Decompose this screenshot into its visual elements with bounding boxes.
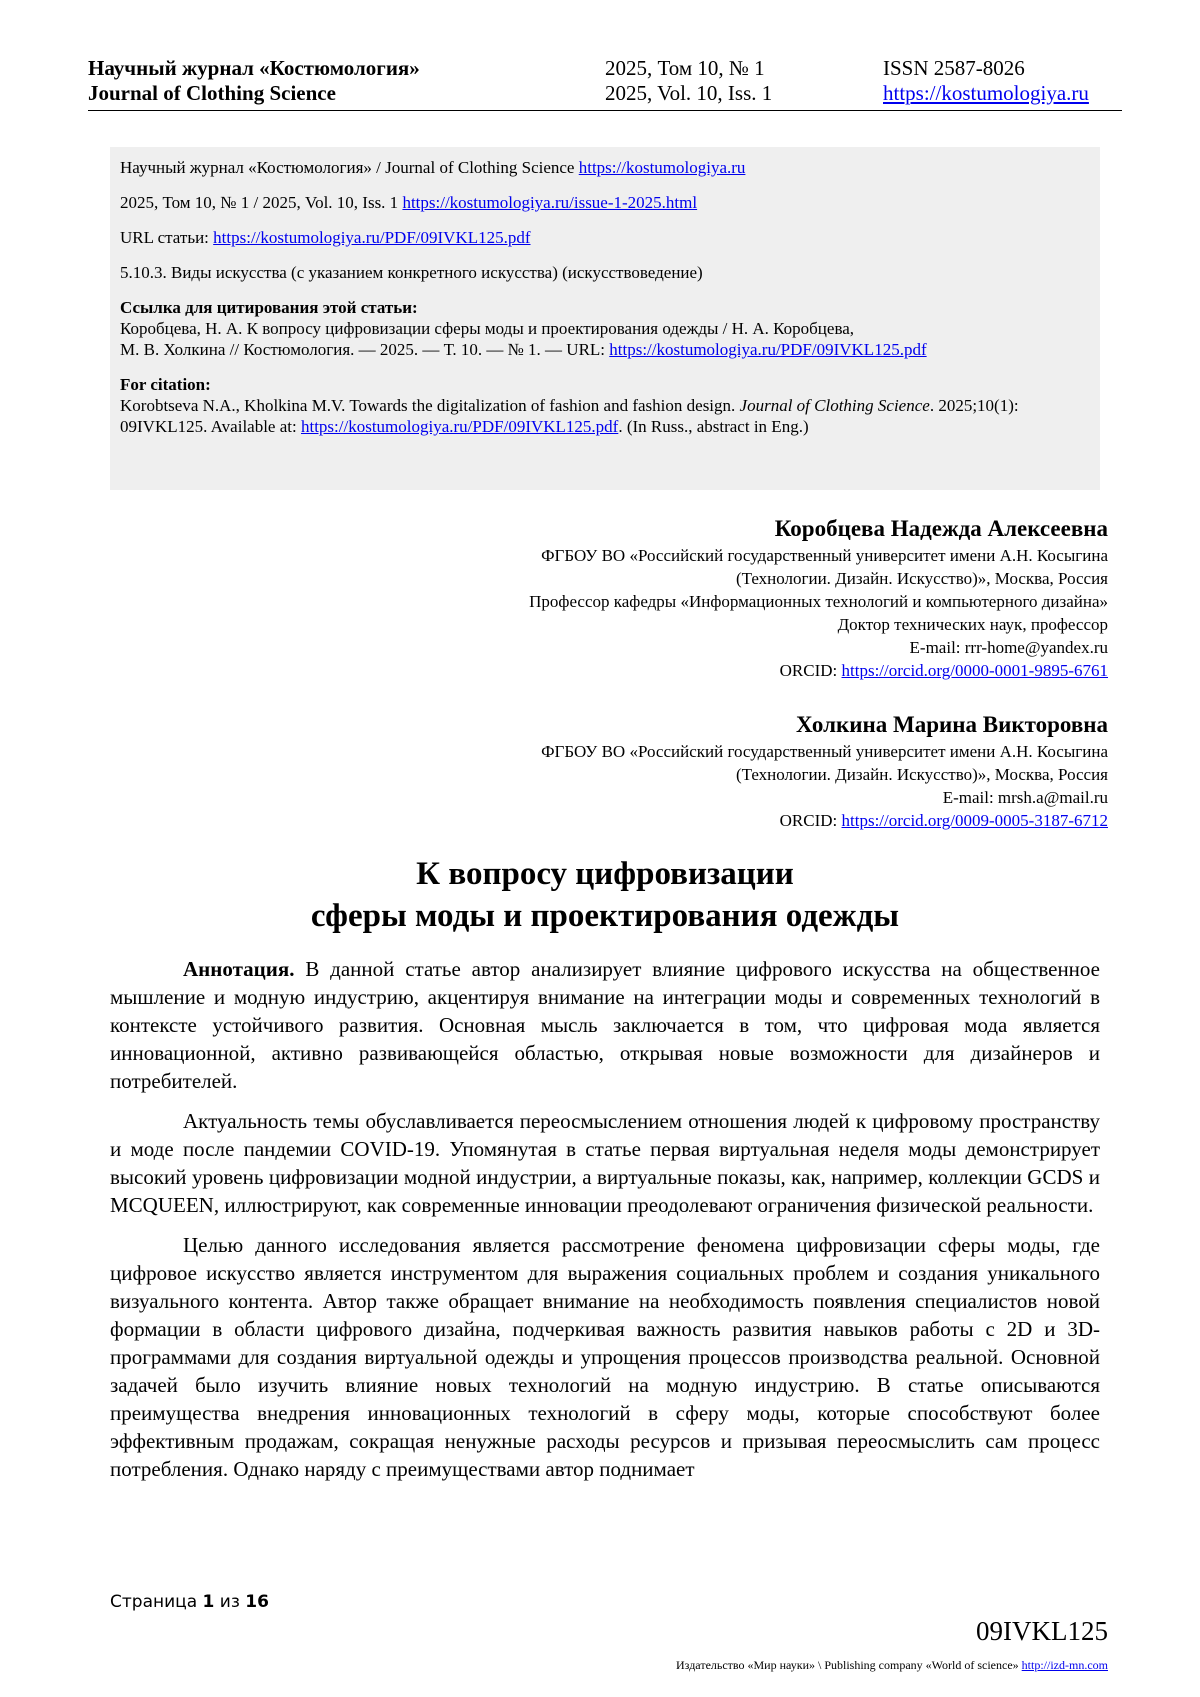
abstract-label: Аннотация. [183,957,295,981]
body-paragraph-3: Целью данного исследования является рассмотрение феномена цифровизации сферы моды, где цифровое искусство является инструментом для выражения социальных проблем и создания уникального визуального контента. Автор также обращает внимание на необходимость появления специалистов новой формации в области цифрового дизайна, подчеркивая важность развития навыков работы с 2D и 3D-программами для создания виртуальной одежды и упрощения процессов производства реальной. Основной задачей было изучить влияние новых технологий на модную индустрию. В статье описываются преимущества внедрения инновационных технологий в сферу моды, которые способствуют более эффективным продажам, сокращая ненужные расходы ресурсов и призывая переосмыслить сам процесс потребления. Однако наряду с преимуществами автор поднимает [110,1233,1100,1481]
citation-ru: Ссылка для цитирования этой статьи: Коробцева, Н. А. К вопросу цифровизации сферы моды и проектирования одежды / Н. А. Коробцева, М. В. Холкина // Костюмология. — 2025. — Т. 10. — № 1. — URL: https://kostumologiya.ru/PDF/09IVKL125.pdf [120,298,927,359]
issn: ISSN 2587-8026 [883,56,1025,80]
orcid-link[interactable]: https://orcid.org/0009-0005-3187-6712 [841,811,1108,830]
author-block-2 [541,710,1108,832]
author-affiliation-2: (Технологии. Дизайн. Искусство)», Москва, Россия [735,569,1108,588]
issue-ru: 2025, Том 10, № 1 [605,56,765,80]
author-block-1 [529,514,1108,682]
header-issue [605,56,772,106]
info-journal-link[interactable]: https://kostumologiya.ru [578,158,746,177]
info-speciality-line: 5.10.3. Виды искусства (с указанием конкретного искусства) (искусствоведение) [120,263,703,282]
citation-ru-heading: Ссылка для цитирования этой статьи: [120,298,418,317]
info-journal-line: Научный журнал «Костюмология» / Journal of Clothing Science https://kostumologiya.ru [120,158,746,177]
page-counter: Страница 1 из 16 [110,1592,269,1612]
abstract-paragraph: Аннотация. В данной статье автор анализирует влияние цифрового искусства на общественное мышление и модную индустрию, акцентируя внимание на интеграции моды и современных технологий в контексте устойчивого развития. Основная мысль заключается в том, что цифровая мода является инновационной, активно развивающейся областью, открывая новые возможности для дизайнеров и потребителей. [110,957,1100,1093]
body-paragraph-2: Актуальность темы обуславливается переосмыслением отношения людей к цифровому пространству и моде после пандемии COVID-19. Упомянутая в статье первая виртуальная неделя моды демонстрирует высокий уровень цифровизации модной индустрии, а виртуальные показы, как, например, коллекции GCDS и MCQUEEN, иллюстрируют, как современные инновации преодолевают ограничения физической реальности. [110,1109,1100,1217]
citation-en-link[interactable]: https://kostumologiya.ru/PDF/09IVKL125.pdf [300,417,619,436]
info-issue-link[interactable]: https://kostumologiya.ru/issue-1-2025.html [402,193,698,212]
citation-info-box [110,147,1100,490]
citation-en-heading: For citation: [120,375,211,394]
publisher-line: Издательство «Мир науки» \ Publishing company «World of science» http://izd-mn.com [676,1658,1108,1672]
author-orcid: ORCID: https://orcid.org/0000-0001-9895-6761 [779,661,1108,680]
author-name: Холкина Марина Викторовна [796,712,1108,737]
orcid-link[interactable]: https://orcid.org/0000-0001-9895-6761 [841,661,1108,680]
running-header [88,56,1122,111]
author-degree: Доктор технических наук, профессор [837,615,1108,634]
header-issn [883,56,1089,106]
journal-name-en: Journal of Clothing Science [88,81,336,105]
citation-ru-link[interactable]: https://kostumologiya.ru/PDF/09IVKL125.pdf [609,340,927,359]
article-title: К вопросу цифровизации сферы моды и проектирования одежды [310,856,900,934]
author-orcid: ORCID: https://orcid.org/0009-0005-3187-6712 [779,811,1108,830]
info-issue-line: 2025, Том 10, № 1 / 2025, Vol. 10, Iss. 1 https://kostumologiya.ru/issue-1-2025.html [120,193,698,212]
info-article-link[interactable]: https://kostumologiya.ru/PDF/09IVKL125.pdf [213,228,531,247]
author-affiliation: ФГБОУ ВО «Российский государственный университет имени А.Н. Косыгина [541,742,1108,761]
journal-name-ru: Научный журнал «Костюмология» [88,56,420,80]
article-body [110,955,1100,1495]
issue-en: 2025, Vol. 10, Iss. 1 [605,81,773,105]
author-position: Профессор кафедры «Информационных технологий и компьютерного дизайна» [529,592,1108,611]
author-email: E-mail: mrsh.a@mail.ru [942,788,1108,807]
header-journal [88,56,420,106]
author-name: Коробцева Надежда Алексеевна [774,516,1108,541]
journal-site-link[interactable]: https://kostumologiya.ru [883,81,1089,105]
citation-en: For citation: Korobtseva N.A., Kholkina M.V. Towards the digitalization of fashion and fashion design. Journal of Clothing Science. 2025;10(1): 09IVKL125. Available at: https://kostumologiya.ru/PDF/09IVKL125.pdf. (In Russ., abstract in Eng.) [120,375,1019,436]
author-email: E-mail: rrr-home@yandex.ru [909,638,1108,657]
info-url-line: URL статьи: https://kostumologiya.ru/PDF/09IVKL125.pdf [120,228,531,247]
article-code: 09IVKL125 [976,1616,1108,1646]
publisher-link[interactable]: http://izd-mn.com [1021,1658,1108,1672]
author-affiliation-2: (Технологии. Дизайн. Искусство)», Москва, Россия [735,765,1108,784]
author-affiliation: ФГБОУ ВО «Российский государственный университет имени А.Н. Косыгина [541,546,1108,565]
